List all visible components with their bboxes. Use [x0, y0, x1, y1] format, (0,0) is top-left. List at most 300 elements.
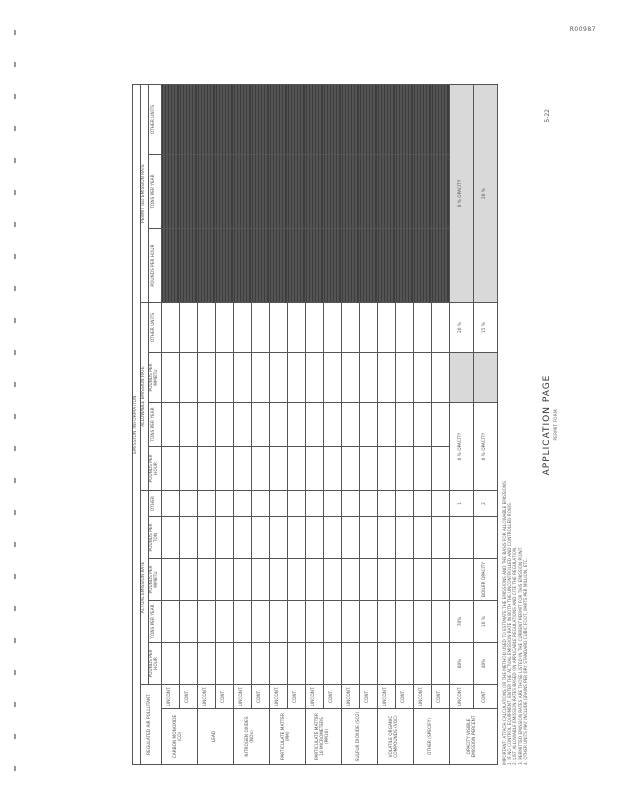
actual-emission-cell[interactable]: [161, 601, 179, 643]
opacity-allowable-other[interactable]: 20 %: [449, 303, 473, 353]
actual-emission-cell[interactable]: [431, 517, 449, 559]
edge-mark: [14, 382, 16, 387]
actual-emission-cell[interactable]: [341, 559, 359, 601]
actual-emission-cell[interactable]: [269, 491, 287, 517]
actual-emission-cell[interactable]: [377, 517, 395, 559]
allowable-emission-cell[interactable]: [215, 447, 233, 491]
control-status-label: UNCONT.: [413, 685, 431, 709]
actual-emission-cell[interactable]: [395, 491, 413, 517]
permitted-emission-cell: [161, 229, 179, 303]
permitted-emission-cell: [233, 229, 251, 303]
allowable-emission-cell[interactable]: [359, 447, 377, 491]
note-line: 3. PERMITTED EMISSION RATES ARE THOSE LISTED IN THE CURRENT PERMIT FOR THIS EMISSION POINT.: [517, 546, 523, 765]
allowable-emission-cell[interactable]: [161, 353, 179, 403]
actual-emission-cell[interactable]: [341, 517, 359, 559]
table-row: [359, 84, 377, 764]
allowable-emission-cell[interactable]: [413, 353, 431, 403]
edge-mark: [14, 478, 16, 483]
allowable-emission-cell[interactable]: [395, 303, 413, 353]
permitted-emission-cell: [251, 229, 269, 303]
allowable-emission-cell[interactable]: [305, 303, 323, 353]
edge-mark: [14, 670, 16, 675]
permitted-emission-cell: [233, 155, 251, 229]
table-row: [197, 84, 215, 764]
actual-emission-cell[interactable]: [179, 517, 197, 559]
opacity-permitted-value[interactable]: 20 %: [473, 84, 497, 302]
permitted-emission-cell: [161, 155, 179, 229]
permitted-emission-cell: [377, 84, 395, 154]
permitted-emission-cell: [197, 155, 215, 229]
actual-emission-cell[interactable]: [215, 643, 233, 685]
allowable-emission-cell[interactable]: [287, 403, 305, 447]
allowable-emission-cell[interactable]: [377, 403, 395, 447]
table-row: [413, 84, 431, 764]
edge-mark: [14, 638, 16, 643]
pollutant-name: PARTICULATE MATTER 10 MICROMETERS (PM10): [305, 709, 341, 765]
allowable-emission-cell[interactable]: [323, 447, 341, 491]
allowable-emission-cell[interactable]: [305, 353, 323, 403]
allowable-emission-cell[interactable]: [197, 447, 215, 491]
opacity-permitted-value[interactable]: 0 % OPACITY: [449, 84, 473, 302]
edge-mark: [14, 606, 16, 611]
opacity-allowable-value[interactable]: 0 % OPACITY: [449, 403, 473, 491]
allowable-emission-cell[interactable]: [377, 353, 395, 403]
allowable-col-header: TONS PER YEAR: [148, 403, 161, 447]
actual-emission-cell[interactable]: [359, 517, 377, 559]
permitted-emission-cell: [197, 229, 215, 303]
pollutant-header: REGULATED AIR POLLUTANT: [140, 685, 161, 765]
pollutant-name: SULFUR DIOXIDE (SO2): [341, 709, 377, 765]
edge-mark: [14, 286, 16, 291]
actual-emission-cell[interactable]: [305, 517, 323, 559]
table-row: [305, 84, 323, 764]
table-row: [341, 84, 359, 764]
opacity-row: [473, 84, 497, 764]
actual-emission-cell[interactable]: [323, 491, 341, 517]
actual-emission-cell[interactable]: [377, 643, 395, 685]
allowable-emission-cell[interactable]: [305, 403, 323, 447]
actual-emission-cell[interactable]: [251, 491, 269, 517]
permitted-emission-cell: [341, 229, 359, 303]
allowable-emission-cell[interactable]: [179, 403, 197, 447]
allowable-emission-cell[interactable]: [323, 403, 341, 447]
edge-mark: [14, 510, 16, 515]
allowable-emission-cell[interactable]: [161, 403, 179, 447]
permitted-emission-cell: [251, 84, 269, 154]
permitted-emission-cell: [287, 84, 305, 154]
permitted-emission-cell: [305, 155, 323, 229]
table-row: [287, 84, 305, 764]
edge-mark: [14, 318, 16, 323]
allowable-col-header: OTHER UNITS: [148, 303, 161, 353]
permitted-section-title: PERMITTED EMISSION RATE: [140, 84, 148, 302]
permitted-col-header: OTHER UNITS: [148, 84, 161, 154]
note-line: 4. OTHER UNITS MAY INCLUDE GRAINS PER DRY STANDARD CUBIC FOOT, PARTS PER MILLION, ETC.: [522, 558, 528, 765]
actual-emission-cell[interactable]: [395, 559, 413, 601]
permitted-emission-cell: [197, 84, 215, 154]
actual-emission-cell[interactable]: [323, 517, 341, 559]
permitted-emission-cell: [305, 229, 323, 303]
control-status-label: CONT.: [179, 685, 197, 709]
allowable-emission-cell[interactable]: [287, 303, 305, 353]
allowable-emission-cell[interactable]: [323, 353, 341, 403]
actual-emission-cell[interactable]: [269, 601, 287, 643]
permitted-emission-cell: [215, 229, 233, 303]
actual-col-header: POUNDS PER TON: [148, 517, 161, 559]
control-status-label: CONT.: [431, 685, 449, 709]
actual-emission-cell[interactable]: [179, 601, 197, 643]
permitted-emission-cell: [395, 155, 413, 229]
permitted-emission-cell: [179, 84, 197, 154]
permitted-emission-cell: [215, 155, 233, 229]
actual-emission-cell[interactable]: [305, 491, 323, 517]
actual-emission-cell[interactable]: [233, 517, 251, 559]
permitted-emission-cell: [431, 84, 449, 154]
allowable-emission-cell[interactable]: [215, 353, 233, 403]
allowable-emission-cell[interactable]: [233, 353, 251, 403]
control-status-label: UNCONT.: [377, 685, 395, 709]
actual-emission-cell[interactable]: [233, 491, 251, 517]
actual-col-header: TONS PER YEAR: [148, 601, 161, 643]
permitted-emission-cell: [269, 229, 287, 303]
opacity-allowable-blank: [449, 353, 473, 403]
actual-emission-cell[interactable]: [413, 643, 431, 685]
allowable-emission-cell[interactable]: [359, 303, 377, 353]
actual-emission-cell[interactable]: [197, 517, 215, 559]
footer-title: APPLICATION PAGE: [542, 374, 552, 476]
actual-emission-cell[interactable]: [197, 601, 215, 643]
actual-emission-cell[interactable]: [215, 559, 233, 601]
actual-emission-cell[interactable]: [197, 491, 215, 517]
actual-emission-cell[interactable]: [359, 601, 377, 643]
actual-emission-cell[interactable]: [377, 491, 395, 517]
permitted-emission-cell: [359, 229, 377, 303]
table-row: [251, 84, 269, 764]
actual-emission-cell[interactable]: [251, 601, 269, 643]
actual-emission-cell[interactable]: [179, 559, 197, 601]
actual-emission-cell[interactable]: [431, 559, 449, 601]
allowable-emission-cell[interactable]: [359, 403, 377, 447]
allowable-emission-cell[interactable]: [161, 447, 179, 491]
actual-emission-cell[interactable]: [287, 517, 305, 559]
actual-emission-cell[interactable]: [287, 491, 305, 517]
actual-emission-cell[interactable]: [305, 643, 323, 685]
allowable-emission-cell[interactable]: [179, 303, 197, 353]
footer-subtitle: PERMIT FORM: [554, 409, 559, 441]
allowable-emission-cell[interactable]: [341, 403, 359, 447]
permitted-emission-cell: [377, 229, 395, 303]
allowable-emission-cell[interactable]: [215, 403, 233, 447]
control-status-label: UNCONT.: [233, 685, 251, 709]
actual-emission-cell[interactable]: [215, 601, 233, 643]
edge-mark: [14, 94, 16, 99]
edge-mark: [14, 254, 16, 259]
allowable-emission-cell[interactable]: [233, 403, 251, 447]
permitted-emission-cell: [323, 229, 341, 303]
actual-emission-cell[interactable]: [395, 517, 413, 559]
permitted-emission-cell: [413, 229, 431, 303]
page-footer: [542, 85, 559, 765]
notes-section: [502, 85, 528, 765]
control-status-label: UNCONT.: [197, 685, 215, 709]
opacity-allowable-value[interactable]: 0 % OPACITY: [473, 403, 497, 491]
opacity-status-label: CONT.: [473, 685, 497, 709]
allowable-section-title: ALLOWABLE EMISSION RATE: [140, 303, 148, 491]
rotated-form-page: [124, 85, 559, 765]
table-row: [431, 84, 449, 764]
actual-emission-cell[interactable]: [323, 601, 341, 643]
actual-emission-cell[interactable]: [305, 601, 323, 643]
allowable-emission-cell[interactable]: [413, 303, 431, 353]
actual-section-title: ACTUAL EMISSION RATE: [140, 491, 148, 685]
opacity-actual-other[interactable]: 1: [449, 491, 473, 517]
permitted-emission-cell: [413, 84, 431, 154]
actual-emission-cell[interactable]: [323, 559, 341, 601]
opacity-allowable-blank: [473, 353, 497, 403]
permitted-emission-cell: [341, 84, 359, 154]
actual-emission-cell[interactable]: [251, 559, 269, 601]
actual-emission-cell[interactable]: [197, 643, 215, 685]
allowable-emission-cell[interactable]: [323, 303, 341, 353]
edge-mark: [14, 62, 16, 67]
allowable-emission-cell[interactable]: [431, 403, 449, 447]
note-line: 2. LIST ALLOWABLE EMISSION RATES BASED ON APPLICABLE REGULATIONS AND CITE THE REGULATION.: [512, 546, 518, 765]
scan-edge-marks: [14, 30, 16, 790]
control-status-label: CONT.: [359, 685, 377, 709]
table-row: [161, 84, 179, 764]
allowable-emission-cell[interactable]: [413, 403, 431, 447]
opacity-row: [449, 84, 473, 764]
opacity-actual-mmbtu[interactable]: BOILER OPACITY: [473, 559, 497, 601]
permitted-emission-cell: [287, 155, 305, 229]
pollutant-name: OTHER (SPECIFY): [413, 709, 449, 765]
permitted-emission-cell: [341, 155, 359, 229]
actual-col-header: OTHER: [148, 491, 161, 517]
actual-emission-cell[interactable]: [359, 643, 377, 685]
actual-col-header: POUNDS PER HOUR: [148, 643, 161, 685]
actual-emission-cell[interactable]: [287, 601, 305, 643]
actual-emission-cell[interactable]: [233, 601, 251, 643]
actual-emission-cell[interactable]: [341, 643, 359, 685]
actual-emission-cell[interactable]: [269, 643, 287, 685]
permitted-emission-cell: [269, 84, 287, 154]
allowable-emission-cell[interactable]: [179, 447, 197, 491]
edge-mark: [14, 222, 16, 227]
actual-emission-cell[interactable]: [413, 517, 431, 559]
edge-mark: [14, 414, 16, 419]
allowable-emission-cell[interactable]: [269, 403, 287, 447]
permitted-emission-cell: [269, 155, 287, 229]
document-id: R00987: [569, 26, 596, 33]
permitted-emission-cell: [359, 155, 377, 229]
edge-mark: [14, 702, 16, 707]
permitted-emission-cell: [251, 155, 269, 229]
allowable-emission-cell[interactable]: [431, 447, 449, 491]
allowable-emission-cell[interactable]: [431, 353, 449, 403]
allowable-emission-cell[interactable]: [233, 303, 251, 353]
actual-emission-cell[interactable]: [161, 643, 179, 685]
permitted-emission-cell: [287, 229, 305, 303]
actual-emission-cell[interactable]: [161, 559, 179, 601]
allowable-emission-cell[interactable]: [359, 353, 377, 403]
actual-emission-cell[interactable]: [251, 517, 269, 559]
edge-mark: [14, 542, 16, 547]
edge-mark: [14, 766, 16, 771]
allowable-emission-cell[interactable]: [341, 353, 359, 403]
actual-emission-cell[interactable]: [431, 643, 449, 685]
actual-emission-cell[interactable]: [269, 517, 287, 559]
actual-emission-cell[interactable]: [377, 601, 395, 643]
allowable-emission-cell[interactable]: [395, 403, 413, 447]
actual-emission-cell[interactable]: [179, 643, 197, 685]
actual-emission-cell[interactable]: [287, 559, 305, 601]
allowable-emission-cell[interactable]: [251, 303, 269, 353]
opacity-actual-ton[interactable]: [473, 517, 497, 559]
actual-emission-cell[interactable]: [251, 643, 269, 685]
actual-emission-cell[interactable]: [233, 643, 251, 685]
permitted-emission-cell: [377, 155, 395, 229]
control-status-label: UNCONT.: [269, 685, 287, 709]
pollutant-name: NITROGEN OXIDES (NOx): [233, 709, 269, 765]
actual-emission-cell[interactable]: [161, 491, 179, 517]
actual-emission-cell[interactable]: [269, 559, 287, 601]
actual-emission-cell[interactable]: [395, 601, 413, 643]
permitted-emission-cell: [179, 155, 197, 229]
table-row: [377, 84, 395, 764]
pollutant-name: LEAD: [197, 709, 233, 765]
table-row: [215, 84, 233, 764]
allowable-emission-cell[interactable]: [269, 447, 287, 491]
allowable-emission-cell[interactable]: [269, 303, 287, 353]
actual-col-header: POUNDS PER MMBTU: [148, 559, 161, 601]
allowable-emission-cell[interactable]: [287, 447, 305, 491]
allowable-emission-cell[interactable]: [287, 353, 305, 403]
allowable-emission-cell[interactable]: [251, 353, 269, 403]
allowable-emission-cell[interactable]: [197, 353, 215, 403]
actual-emission-cell[interactable]: [215, 517, 233, 559]
permitted-emission-cell: [215, 84, 233, 154]
allowable-emission-cell[interactable]: [341, 303, 359, 353]
actual-emission-cell[interactable]: [161, 517, 179, 559]
opacity-actual-mmbtu[interactable]: [449, 559, 473, 601]
edge-mark: [14, 126, 16, 131]
allowable-emission-cell[interactable]: [179, 353, 197, 403]
actual-emission-cell[interactable]: [413, 559, 431, 601]
allowable-emission-cell[interactable]: [215, 303, 233, 353]
opacity-allowable-other[interactable]: 15 %: [473, 303, 497, 353]
actual-emission-cell[interactable]: [305, 559, 323, 601]
control-status-label: CONT.: [215, 685, 233, 709]
permitted-emission-cell: [395, 229, 413, 303]
actual-emission-cell[interactable]: [395, 643, 413, 685]
actual-emission-cell[interactable]: [215, 491, 233, 517]
allowable-emission-cell[interactable]: [197, 303, 215, 353]
actual-emission-cell[interactable]: [359, 559, 377, 601]
allowable-col-header: POUNDS PER HOUR: [148, 447, 161, 491]
permitted-emission-cell: [431, 229, 449, 303]
allowable-emission-cell[interactable]: [269, 353, 287, 403]
opacity-actual-pph[interactable]: 60%: [449, 643, 473, 685]
table-row: [395, 84, 413, 764]
control-status-label: CONT.: [287, 685, 305, 709]
allowable-emission-cell[interactable]: [377, 303, 395, 353]
actual-emission-cell[interactable]: [197, 559, 215, 601]
allowable-emission-cell[interactable]: [233, 447, 251, 491]
control-status-label: UNCONT.: [305, 685, 323, 709]
actual-emission-cell[interactable]: [413, 491, 431, 517]
permitted-emission-cell: [323, 84, 341, 154]
actual-emission-cell[interactable]: [179, 491, 197, 517]
table-row: [179, 84, 197, 764]
opacity-status-label: UNCONT.: [449, 685, 473, 709]
permitted-emission-cell: [305, 84, 323, 154]
table-row: [269, 84, 287, 764]
allowable-emission-cell[interactable]: [251, 403, 269, 447]
edge-mark: [14, 190, 16, 195]
opacity-actual-other[interactable]: 2: [473, 491, 497, 517]
permitted-emission-cell: [431, 155, 449, 229]
allowable-emission-cell[interactable]: [305, 447, 323, 491]
pollutant-name: CARBON MONOXIDE (CO): [161, 709, 197, 765]
permitted-emission-cell: [233, 84, 251, 154]
edge-mark: [14, 30, 16, 35]
opacity-actual-pph[interactable]: 40%: [473, 643, 497, 685]
control-status-label: CONT.: [251, 685, 269, 709]
pollutant-name: PARTICULATE MATTER (PM): [269, 709, 305, 765]
table-row: [323, 84, 341, 764]
allowable-emission-cell[interactable]: [341, 447, 359, 491]
control-status-label: CONT.: [323, 685, 341, 709]
actual-emission-cell[interactable]: [359, 491, 377, 517]
edge-mark: [14, 734, 16, 739]
edge-mark: [14, 158, 16, 163]
opacity-actual-ton[interactable]: [449, 517, 473, 559]
actual-emission-cell[interactable]: [341, 601, 359, 643]
emission-information-table: [132, 84, 498, 765]
pollutant-name: VOLATILE ORGANIC COMPOUNDS (VOC): [377, 709, 413, 765]
table-row: [233, 84, 251, 764]
permitted-emission-cell: [323, 155, 341, 229]
actual-emission-cell[interactable]: [431, 491, 449, 517]
allowable-emission-cell[interactable]: [377, 447, 395, 491]
actual-emission-cell[interactable]: [341, 491, 359, 517]
allowable-emission-cell[interactable]: [251, 447, 269, 491]
allowable-emission-cell[interactable]: [197, 403, 215, 447]
actual-emission-cell[interactable]: [233, 559, 251, 601]
allowable-emission-cell[interactable]: [431, 303, 449, 353]
page-number: 5-22: [544, 109, 551, 123]
opacity-label: OPACITY VISIBLE EMISSION PERCENT: [449, 709, 497, 765]
permitted-emission-cell: [161, 84, 179, 154]
allowable-emission-cell[interactable]: [395, 353, 413, 403]
permitted-emission-cell: [413, 155, 431, 229]
allowable-emission-cell[interactable]: [413, 447, 431, 491]
actual-emission-cell[interactable]: [323, 643, 341, 685]
allowable-emission-cell[interactable]: [395, 447, 413, 491]
permitted-emission-cell: [179, 229, 197, 303]
allowable-emission-cell[interactable]: [161, 303, 179, 353]
opacity-actual-tpy[interactable]: 10 %: [473, 601, 497, 643]
edge-mark: [14, 574, 16, 579]
opacity-actual-tpy[interactable]: 70%: [449, 601, 473, 643]
actual-emission-cell[interactable]: [431, 601, 449, 643]
allowable-col-header: POUNDS PER MMBTU: [148, 353, 161, 403]
actual-emission-cell[interactable]: [287, 643, 305, 685]
actual-emission-cell[interactable]: [413, 601, 431, 643]
permitted-emission-cell: [359, 84, 377, 154]
edge-mark: [14, 446, 16, 451]
actual-emission-cell[interactable]: [377, 559, 395, 601]
